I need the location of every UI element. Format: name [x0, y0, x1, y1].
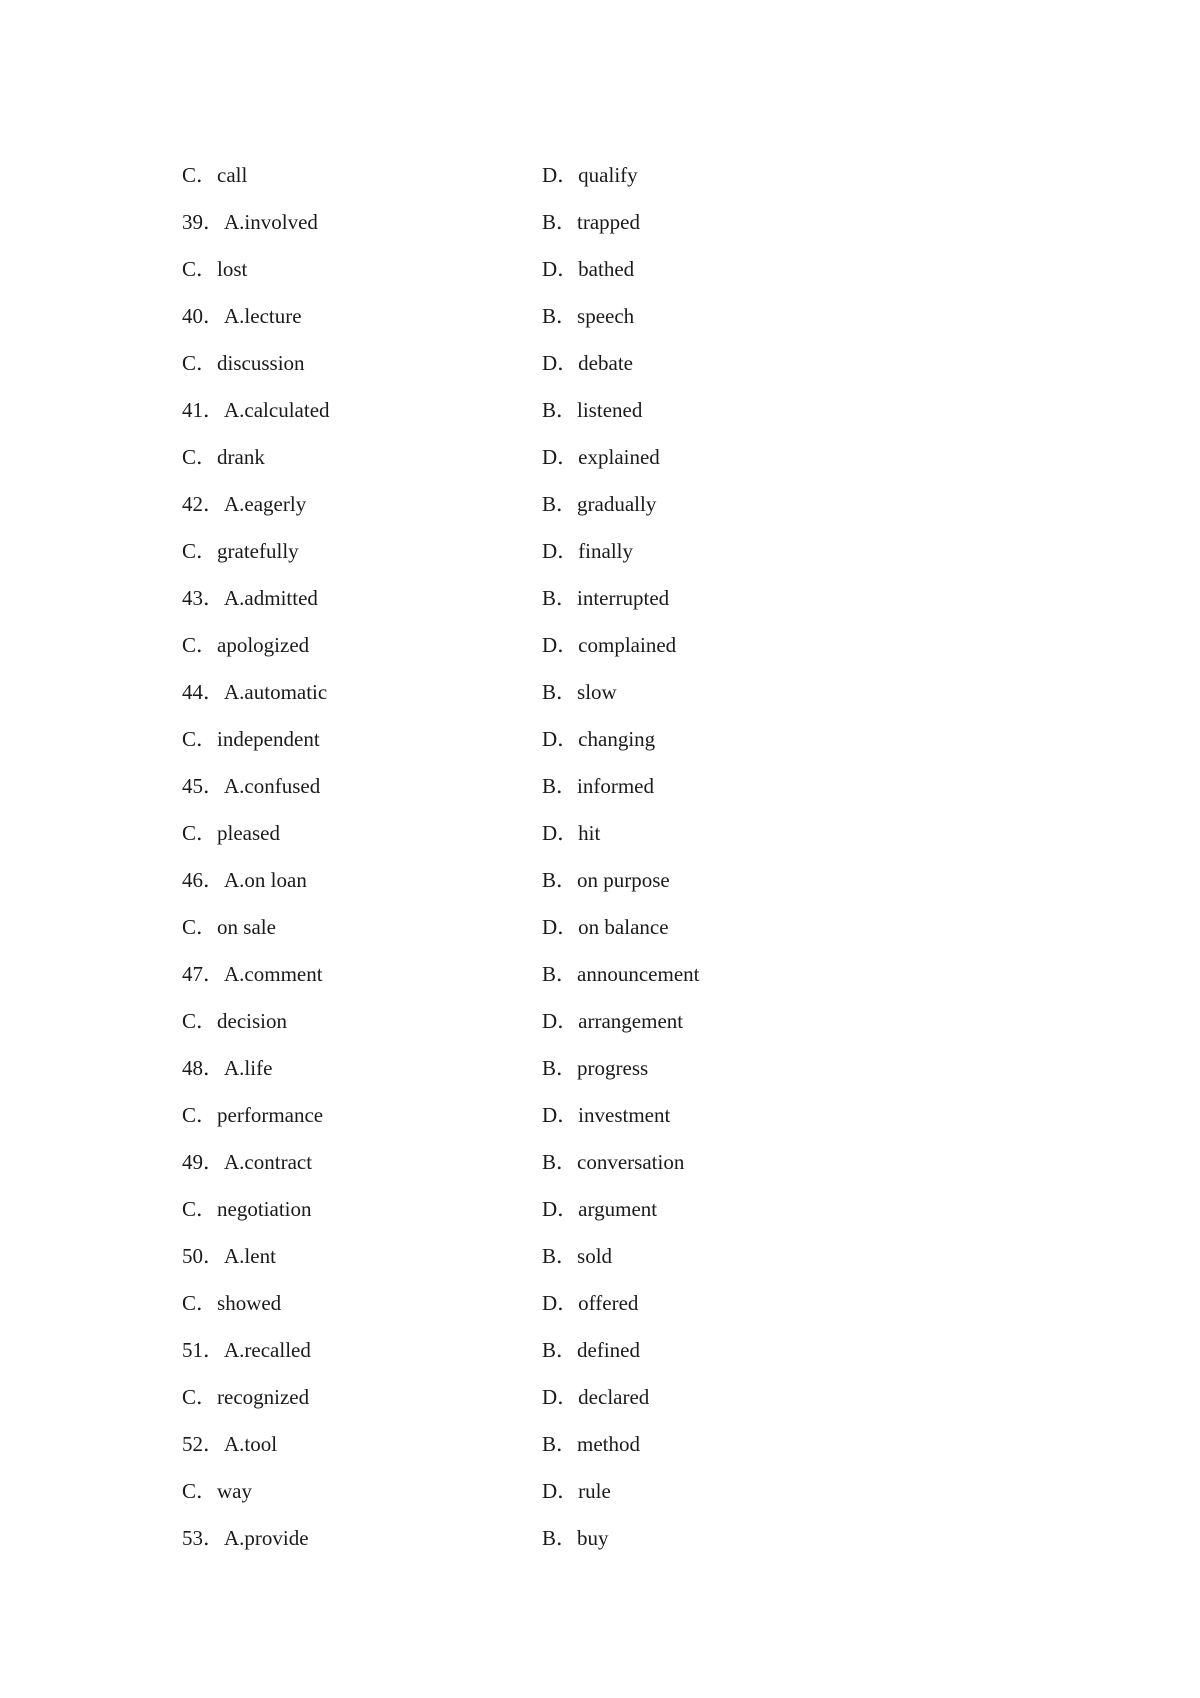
option-label: D．: [542, 445, 579, 469]
option-row: [182, 1429, 942, 1476]
option-text: A.provide: [224, 1526, 309, 1550]
option-text: declared: [578, 1385, 650, 1409]
option-row: [182, 1382, 942, 1429]
option-label: 50．: [182, 1244, 224, 1268]
option-text: negotiation: [217, 1197, 312, 1221]
option-right: [542, 1382, 649, 1412]
option-row: [182, 912, 942, 959]
option-left: [182, 583, 318, 613]
option-text: bathed: [578, 257, 635, 281]
option-right: [542, 912, 669, 942]
option-right: [542, 1335, 640, 1365]
option-label: 47．: [182, 962, 224, 986]
option-left: [182, 301, 302, 331]
option-right: [542, 1429, 640, 1459]
option-right: [542, 724, 655, 754]
option-text: gratefully: [217, 539, 299, 563]
option-label: D．: [542, 727, 579, 751]
option-right: [542, 207, 640, 237]
option-row: [182, 348, 942, 395]
option-text: showed: [217, 1291, 282, 1315]
option-row: [182, 818, 942, 865]
option-text: investment: [578, 1103, 671, 1127]
option-text: way: [217, 1479, 253, 1503]
option-text: apologized: [217, 633, 310, 657]
option-left: [182, 348, 305, 378]
option-label: D．: [542, 257, 579, 281]
option-row: [182, 1053, 942, 1100]
option-row: [182, 1288, 942, 1335]
option-text: gradually: [577, 492, 657, 516]
option-row: [182, 207, 942, 254]
option-label: B．: [542, 304, 578, 328]
option-label: B．: [542, 1526, 578, 1550]
option-text: discussion: [217, 351, 305, 375]
option-right: [542, 1241, 612, 1271]
option-label: C．: [182, 539, 218, 563]
option-row: [182, 1100, 942, 1147]
option-label: B．: [542, 492, 578, 516]
option-row: [182, 771, 942, 818]
option-label: C．: [182, 915, 218, 939]
option-label: D．: [542, 1479, 579, 1503]
option-row: [182, 442, 942, 489]
option-text: buy: [577, 1526, 609, 1550]
option-right: [542, 254, 634, 284]
option-row: [182, 301, 942, 348]
option-label: B．: [542, 1150, 578, 1174]
option-left: [182, 771, 320, 801]
option-label: B．: [542, 962, 578, 986]
option-text: A.calculated: [224, 398, 330, 422]
option-left: [182, 818, 280, 848]
option-text: decision: [217, 1009, 287, 1033]
option-label: D．: [542, 915, 579, 939]
option-text: arrangement: [578, 1009, 684, 1033]
option-label: 53．: [182, 1526, 224, 1550]
option-right: [542, 818, 600, 848]
option-left: [182, 1288, 281, 1318]
option-left: [182, 865, 307, 895]
option-text: progress: [577, 1056, 649, 1080]
option-label: C．: [182, 445, 218, 469]
option-text: qualify: [578, 163, 638, 187]
option-label: D．: [542, 1291, 579, 1315]
option-label: 46．: [182, 868, 224, 892]
option-label: D．: [542, 351, 579, 375]
option-row: [182, 1006, 942, 1053]
option-text: A.recalled: [224, 1338, 311, 1362]
option-label: D．: [542, 633, 579, 657]
option-right: [542, 959, 699, 989]
option-text: drank: [217, 445, 265, 469]
option-text: debate: [578, 351, 633, 375]
option-label: 44．: [182, 680, 224, 704]
option-text: A.life: [224, 1056, 273, 1080]
option-row: [182, 630, 942, 677]
option-label: 39．: [182, 210, 224, 234]
option-label: 41．: [182, 398, 224, 422]
option-label: B．: [542, 680, 578, 704]
option-row: [182, 583, 942, 630]
option-label: B．: [542, 210, 578, 234]
option-text: rule: [578, 1479, 611, 1503]
option-right: [542, 1053, 648, 1083]
option-label: C．: [182, 1291, 218, 1315]
option-row: [182, 254, 942, 301]
option-label: B．: [542, 398, 578, 422]
option-text: on purpose: [577, 868, 670, 892]
option-row: [182, 1335, 942, 1382]
option-right: [542, 442, 660, 472]
option-left: [182, 160, 247, 190]
option-row: [182, 395, 942, 442]
option-label: D．: [542, 821, 579, 845]
option-row: [182, 865, 942, 912]
option-text: A.admitted: [224, 586, 318, 610]
option-text: A.tool: [224, 1432, 278, 1456]
option-left: [182, 959, 323, 989]
option-label: C．: [182, 727, 218, 751]
option-left: [182, 630, 309, 660]
option-text: call: [217, 163, 248, 187]
option-text: defined: [577, 1338, 640, 1362]
option-text: conversation: [577, 1150, 685, 1174]
option-text: trapped: [577, 210, 640, 234]
option-label: 40．: [182, 304, 224, 328]
option-label: B．: [542, 1244, 578, 1268]
option-label: C．: [182, 633, 218, 657]
option-row: [182, 1147, 942, 1194]
option-text: A.contract: [224, 1150, 313, 1174]
option-label: 43．: [182, 586, 224, 610]
option-left: [182, 1382, 309, 1412]
option-left: [182, 442, 265, 472]
option-right: [542, 1006, 683, 1036]
option-left: [182, 1006, 287, 1036]
option-row: [182, 1241, 942, 1288]
option-right: [542, 630, 676, 660]
option-text: A.on loan: [224, 868, 307, 892]
option-text: argument: [578, 1197, 658, 1221]
option-right: [542, 677, 617, 707]
option-label: D．: [542, 1385, 579, 1409]
option-text: complained: [578, 633, 677, 657]
option-label: B．: [542, 1432, 578, 1456]
option-label: D．: [542, 163, 579, 187]
option-right: [542, 536, 633, 566]
option-text: on sale: [217, 915, 276, 939]
option-right: [542, 489, 656, 519]
option-left: [182, 1241, 276, 1271]
option-left: [182, 912, 276, 942]
option-right: [542, 1476, 611, 1506]
option-text: hit: [578, 821, 601, 845]
option-text: informed: [577, 774, 654, 798]
option-text: independent: [217, 727, 320, 751]
option-left: [182, 1100, 323, 1130]
option-row: [182, 489, 942, 536]
option-text: offered: [578, 1291, 639, 1315]
option-label: D．: [542, 1197, 579, 1221]
option-label: B．: [542, 774, 578, 798]
option-row: [182, 959, 942, 1006]
option-label: 48．: [182, 1056, 224, 1080]
option-left: [182, 724, 320, 754]
option-right: [542, 1147, 684, 1177]
option-right: [542, 160, 638, 190]
option-label: 52．: [182, 1432, 224, 1456]
option-row: [182, 1476, 942, 1523]
option-label: B．: [542, 1056, 578, 1080]
option-label: B．: [542, 586, 578, 610]
option-label: 51．: [182, 1338, 224, 1362]
option-left: [182, 395, 330, 425]
option-right: [542, 1288, 638, 1318]
option-text: recognized: [217, 1385, 310, 1409]
option-label: 42．: [182, 492, 224, 516]
option-right: [542, 771, 654, 801]
option-row: [182, 1523, 942, 1570]
option-text: performance: [217, 1103, 324, 1127]
option-right: [542, 395, 642, 425]
option-text: interrupted: [577, 586, 670, 610]
option-left: [182, 1523, 309, 1553]
option-label: C．: [182, 1385, 218, 1409]
option-right: [542, 583, 669, 613]
option-text: method: [577, 1432, 641, 1456]
option-label: B．: [542, 1338, 578, 1362]
option-text: pleased: [217, 821, 280, 845]
option-row: [182, 724, 942, 771]
option-left: [182, 489, 306, 519]
option-text: sold: [577, 1244, 613, 1268]
option-text: speech: [577, 304, 635, 328]
option-left: [182, 1147, 312, 1177]
option-label: 45．: [182, 774, 224, 798]
option-text: A.lecture: [224, 304, 302, 328]
option-left: [182, 677, 327, 707]
option-text: A.eagerly: [224, 492, 307, 516]
option-text: A.confused: [224, 774, 321, 798]
option-right: [542, 865, 670, 895]
option-label: D．: [542, 1103, 579, 1127]
option-right: [542, 1523, 609, 1553]
option-label: C．: [182, 257, 218, 281]
option-text: changing: [578, 727, 656, 751]
option-right: [542, 1194, 657, 1224]
option-label: D．: [542, 539, 579, 563]
option-left: [182, 1429, 277, 1459]
option-label: C．: [182, 821, 218, 845]
option-row: [182, 1194, 942, 1241]
option-text: A.lent: [224, 1244, 276, 1268]
option-label: B．: [542, 868, 578, 892]
option-row: [182, 536, 942, 583]
option-label: C．: [182, 163, 218, 187]
option-text: announcement: [577, 962, 700, 986]
option-label: C．: [182, 1479, 218, 1503]
option-label: D．: [542, 1009, 579, 1033]
option-left: [182, 1194, 312, 1224]
option-left: [182, 207, 318, 237]
option-text: explained: [578, 445, 660, 469]
option-right: [542, 348, 633, 378]
option-row: [182, 677, 942, 724]
option-right: [542, 301, 634, 331]
option-label: C．: [182, 1009, 218, 1033]
option-left: [182, 254, 247, 284]
option-text: A.involved: [224, 210, 318, 234]
option-left: [182, 1476, 252, 1506]
option-text: finally: [578, 539, 633, 563]
option-label: C．: [182, 1197, 218, 1221]
option-text: A.comment: [224, 962, 323, 986]
option-text: on balance: [578, 915, 669, 939]
option-label: 49．: [182, 1150, 224, 1174]
option-label: C．: [182, 1103, 218, 1127]
option-text: listened: [577, 398, 643, 422]
option-left: [182, 1335, 311, 1365]
option-left: [182, 1053, 272, 1083]
option-text: A.automatic: [224, 680, 328, 704]
option-right: [542, 1100, 670, 1130]
option-label: C．: [182, 351, 218, 375]
option-row: [182, 160, 942, 207]
answer-options-list: [182, 160, 942, 1570]
option-text: lost: [217, 257, 248, 281]
option-text: slow: [577, 680, 617, 704]
option-left: [182, 536, 299, 566]
